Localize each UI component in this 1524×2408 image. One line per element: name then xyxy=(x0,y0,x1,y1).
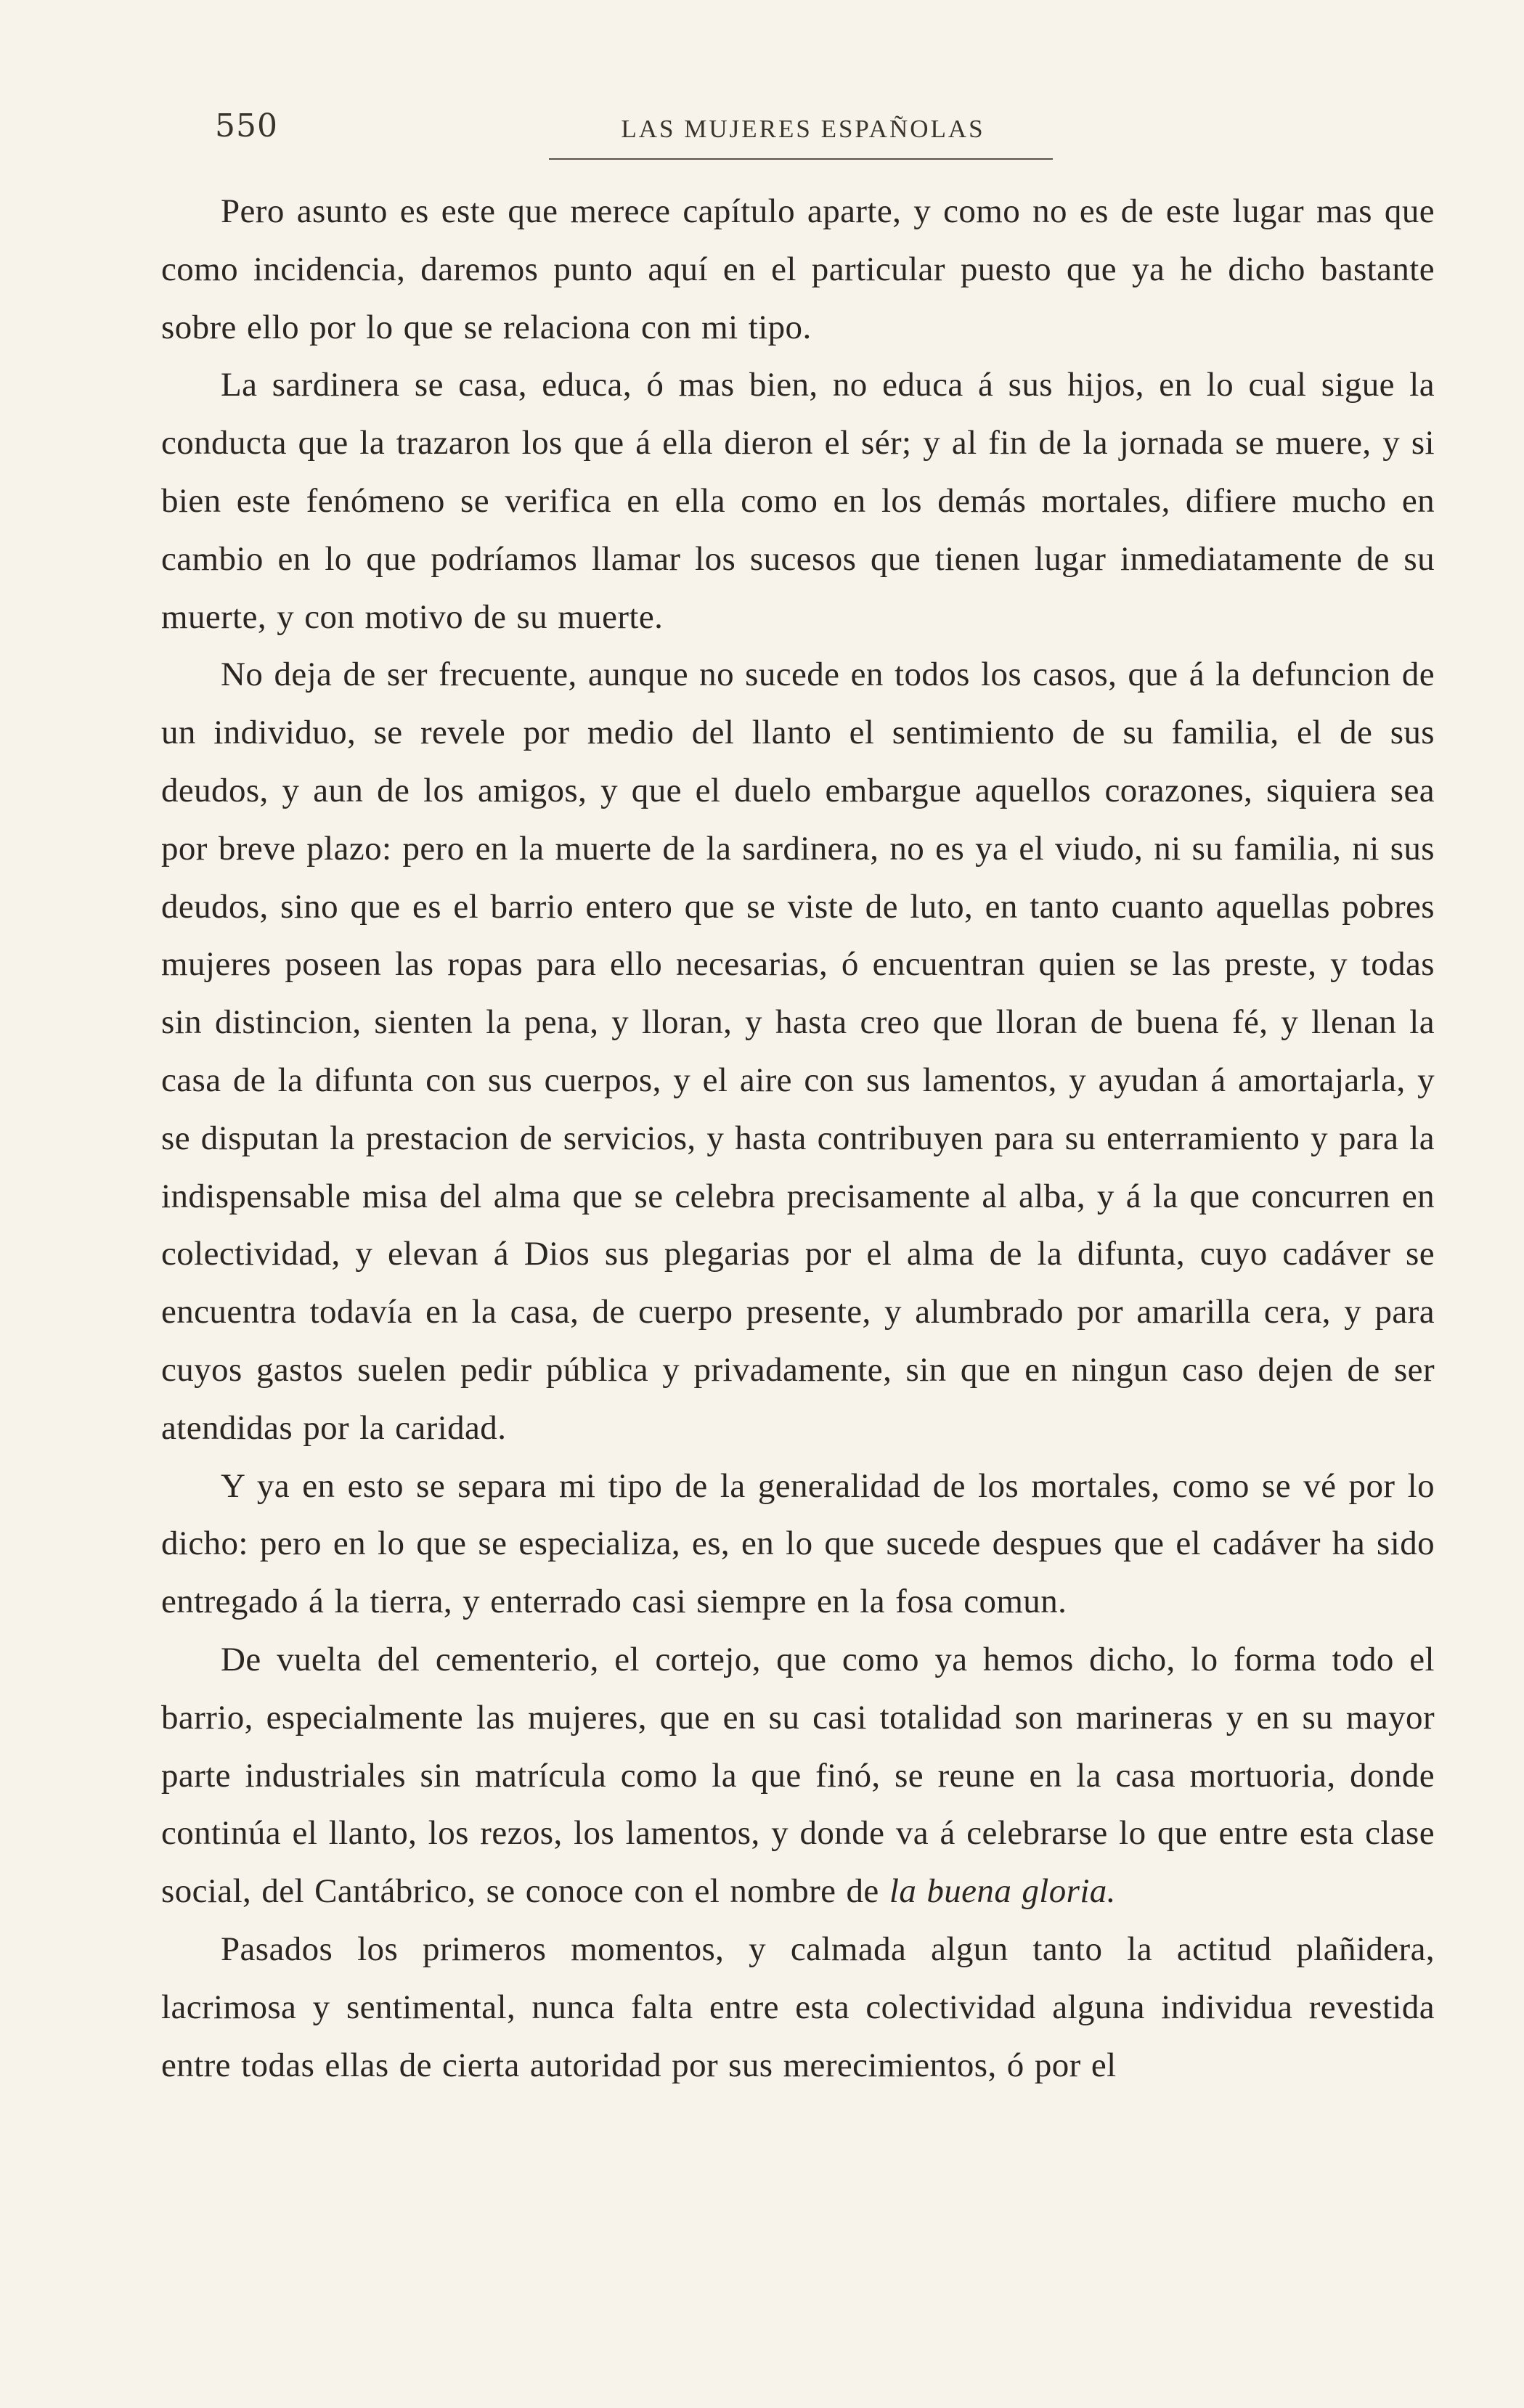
paragraph-5 xyxy=(161,1631,1435,1921)
paragraph-4: Y ya en esto se separa mi tipo de la generalidad de los mortales, como se vé por lo dicho: pero en lo que se especializa, es, en lo que sucede despues que el cadáver ha sido entregado á la tierra, y enterrado casi siempre en la fosa comun. xyxy=(161,1466,1435,1621)
running-title: LAS MUJERES ESPAÑOLAS xyxy=(621,115,985,143)
paragraph-5-text: De vuelta del cementerio, el cortejo, que como ya hemos dicho, lo forma todo el barrio, especialmente las mujeres, que en su casi totalidad son marineras y en su mayor parte industriales sin matrícula como la que finó, se reune en la casa mortuoria, donde continúa el llanto, los rezos, los lamentos, y donde va á celebrarse lo que entre esta clase social, del Cantábrico, se conoce con el nombre de xyxy=(161,1640,1435,1911)
paragraph-1: Pero asunto es este que merece capítulo aparte, y como no es de este lugar mas que como incidencia, daremos punto aquí en el particular puesto que ya he dicho bastante sobre ello por lo que se relaciona con mi tipo. xyxy=(161,192,1435,346)
paragraph-6: Pasados los primeros momentos, y calmada algun tanto la actitud plañidera, lacrimosa y sentimental, nunca falta entre esta colectividad alguna individua revestida entre todas ellas de cierta autoridad por sus merecimientos, ó por el xyxy=(161,1930,1435,2084)
italic-phrase: la buena gloria. xyxy=(889,1872,1116,1911)
header-rule xyxy=(549,158,1053,160)
paragraph-2: La sardinera se casa, educa, ó mas bien, no educa á sus hijos, en lo cual sigue la conducta que la trazaron los que á ella dieron el sér; y al fin de la jornada se muere, y si bien este fenómeno se verifica en ella como en los demás mortales, difiere mucho en cambio en lo que podríamos llamar los sucesos que tienen lugar inmediatamente de su muerte, y con motivo de su muerte. xyxy=(161,366,1435,636)
body-text xyxy=(161,183,1435,2094)
page-number: 550 xyxy=(215,107,278,144)
paragraph-3: No deja de ser frecuente, aunque no sucede en todos los casos, que á la defuncion de un individuo, se revele por medio del llanto el sentimiento de su familia, el de sus deudos, y aun de los amigos, y que el duelo embargue aquellos corazones, siquiera sea por breve plazo: pero en la muerte de la sardinera, no es ya el viudo, ni su familia, ni sus deudos, sino que es el barrio entero que se viste de luto, en tanto cuanto aquellas pobres mujeres poseen las ropas para ello necesarias, ó encuentran quien se las preste, y todas sin distincion, sienten la pena, y lloran, y hasta creo que lloran de buena fé, y llenan la casa de la difunta con sus cuerpos, y el aire con sus lamentos, y ayudan á amortajarla, y se disputan la prestacion de servicios, y hasta contribuyen para su enterramiento y para la indispensable misa del alma que se celebra precisamente al alba, y á la que concurren en colectividad, y elevan á Dios sus plegarias por el alma de la difunta, cuyo cadáver se encuentra todavía en la casa, de cuerpo presente, y alumbrado por amarilla cera, y para cuyos gastos suelen pedir pública y privadamente, sin que en ningun caso dejen de ser atendidas por la caridad. xyxy=(161,656,1435,1447)
